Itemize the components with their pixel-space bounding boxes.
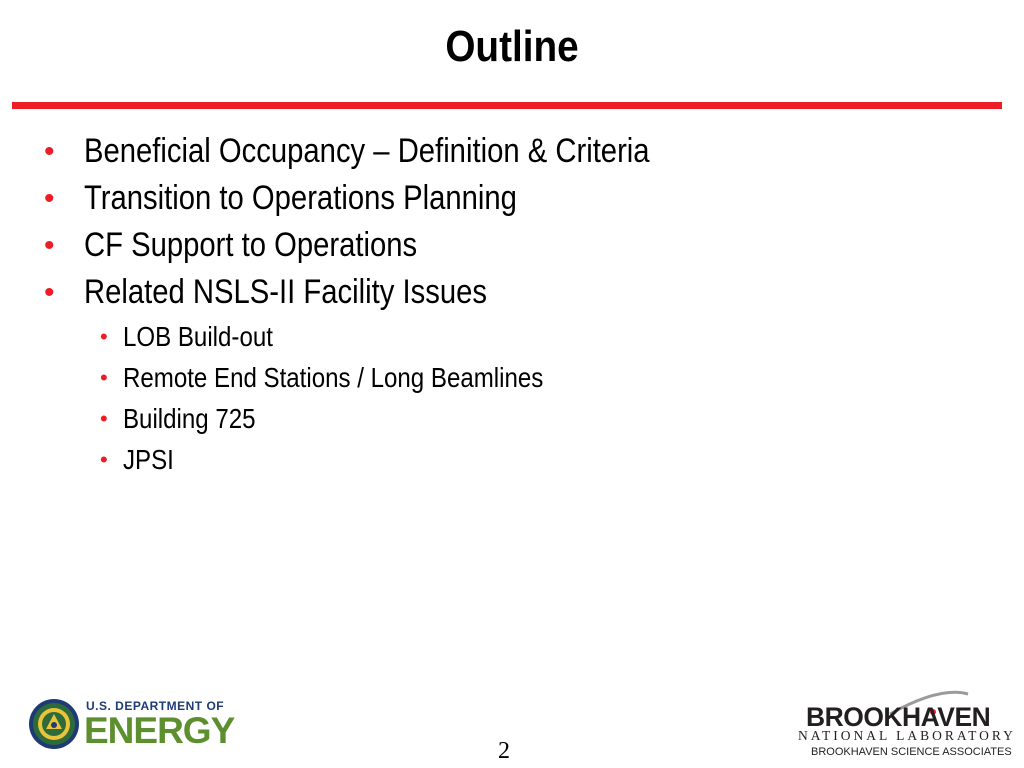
page-number: 2 bbox=[498, 738, 510, 764]
bullet-item bbox=[44, 128, 742, 175]
bullet-text: Transition to Operations Planning bbox=[84, 179, 517, 217]
sub-bullet-item bbox=[44, 357, 742, 398]
bullet-icon: • bbox=[44, 276, 55, 309]
bullet-icon: • bbox=[44, 229, 55, 262]
sub-bullet-icon: • bbox=[100, 447, 108, 472]
bullet-text: Related NSLS-II Facility Issues bbox=[84, 273, 488, 311]
title-divider bbox=[12, 102, 1002, 109]
bullet-text: Beneficial Occupancy – Definition & Criteria bbox=[84, 132, 650, 170]
bnl-logo-name: BROOKHAVEN bbox=[806, 702, 991, 732]
bullet-text: CF Support to Operations bbox=[84, 226, 418, 264]
doe-logo-top-text: U.S. DEPARTMENT OF bbox=[86, 699, 225, 713]
sub-bullet-item bbox=[44, 316, 742, 357]
slide-title: Outline bbox=[445, 22, 579, 71]
sub-bullet-item bbox=[44, 439, 742, 480]
bullet-item bbox=[44, 175, 742, 222]
bnl-logo-subtitle: NATIONAL LABORATORY bbox=[798, 728, 1016, 743]
bullet-icon: • bbox=[44, 182, 55, 215]
doe-logo bbox=[28, 696, 238, 752]
doe-logo-main-text: ENERGY bbox=[84, 710, 235, 751]
bullet-icon: • bbox=[44, 135, 55, 168]
sub-bullet-text: LOB Build-out bbox=[123, 321, 273, 352]
sub-bullet-text: Building 725 bbox=[123, 403, 256, 434]
sub-bullet-item bbox=[44, 398, 742, 439]
bullet-item bbox=[44, 269, 742, 316]
sub-bullet-icon: • bbox=[100, 324, 108, 349]
sub-bullet-icon: • bbox=[100, 365, 108, 390]
bullet-item bbox=[44, 222, 742, 269]
bullet-list bbox=[44, 128, 742, 480]
doe-seal-icon bbox=[28, 698, 80, 750]
sub-bullet-text: JPSI bbox=[123, 444, 174, 475]
sub-bullet-icon: • bbox=[100, 406, 108, 431]
bnl-logo-associates: BROOKHAVEN SCIENCE ASSOCIATES bbox=[811, 746, 1012, 758]
bnl-logo bbox=[790, 684, 1016, 764]
sub-bullet-text: Remote End Stations / Long Beamlines bbox=[123, 362, 544, 393]
